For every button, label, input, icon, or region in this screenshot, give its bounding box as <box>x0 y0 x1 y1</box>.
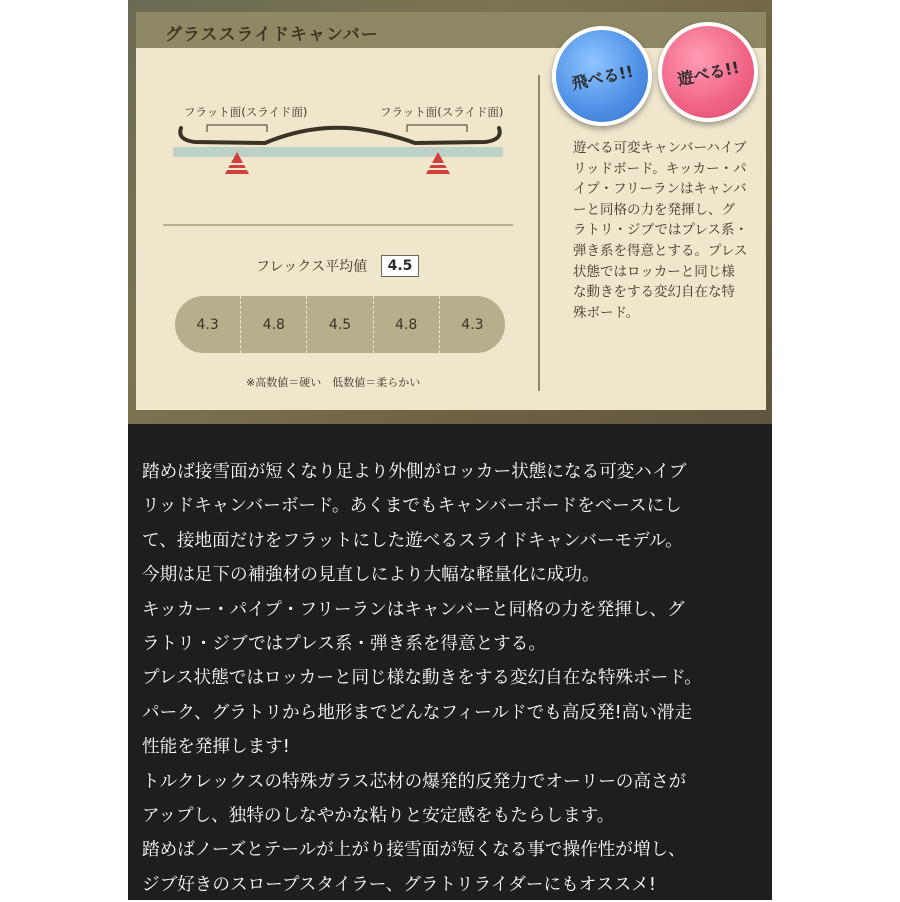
flat-bracket-right <box>407 125 467 132</box>
horizontal-divider <box>163 224 513 226</box>
flat-surface-label-right: フラット面(スライド面) <box>380 105 504 119</box>
body-line: プレス状態ではロッカーと同じ様な動きをする変幻自在な特殊ボード。 <box>142 668 702 689</box>
panel-title: グラススライドキャンバー <box>165 25 379 45</box>
body-line: パーク、グラトリから地形までどんなフィールドでも高反発!高い滑走 <box>142 702 692 723</box>
flex-segment: 4.8 <box>241 296 307 353</box>
flex-note: ※高数値＝硬い 低数値＝柔らかい <box>246 376 421 389</box>
badge-fly-label: 飛べる!! <box>569 61 635 93</box>
badge-fly <box>552 26 652 126</box>
product-description <box>142 455 767 902</box>
flex-segment: 4.3 <box>461 316 484 333</box>
badge-play-label: 遊べる!! <box>675 57 741 89</box>
badge-play <box>658 22 758 122</box>
flex-board-diagram <box>175 296 505 353</box>
flex-segment: 4.3 <box>175 296 241 353</box>
flex-segment: 4.8 <box>374 296 440 353</box>
body-line: キッカー・パイプ・フリーランはキャンバーと同格の力を発揮し、グ <box>142 599 685 620</box>
board-description: 遊べる可変キャンバーハイブリッドボード。キッカー・パイプ・フリーランはキャンバーと同格の力を発揮し、グラトリ・ジブではプレス系・弾き系を得意とする。プレス状態ではロッカーと同じ様な動きをする変幻自在な特殊ボード。 <box>573 140 748 321</box>
flat-bracket-left <box>207 125 267 132</box>
body-line: 踏めば接雪面が短くなり足より外側がロッカー状態になる可変ハイブ <box>142 462 687 482</box>
flex-average-value: 4.5 <box>381 255 419 277</box>
flat-surface-label-left: フラット面(スライド面) <box>184 105 308 119</box>
flex-average-label: フレックス平均値 <box>256 259 368 275</box>
board-profile-line <box>180 128 499 143</box>
body-line: 性能を発揮します! <box>142 737 290 758</box>
body-line: 今期は足下の補強材の見直しにより大幅な軽量化に成功。 <box>142 565 600 586</box>
board-profile-diagram <box>165 110 510 180</box>
flex-segment: 4.5 <box>307 296 373 353</box>
body-line: て、接地面だけをフラットにした遊べるスライドキャンバーモデル。 <box>142 530 683 551</box>
body-line: ジブ好きのスロープスタイラー、グラトリライダーにもオススメ! <box>142 874 656 895</box>
vertical-divider <box>538 75 540 391</box>
body-line: リッドキャンバーボード。あくまでもキャンバーボードをベースにし <box>142 496 682 517</box>
snow-surface <box>173 147 503 157</box>
body-line: 踏めばノーズとテールが上がり接雪面が短くなる事で操作性が増し、 <box>142 840 686 861</box>
body-line: ラトリ・ジブではプレス系・弾き系を得意とする。 <box>142 634 546 655</box>
body-line: トルクレックスの特殊ガラス芯材の爆発的反発力でオーリーの高さが <box>142 771 687 792</box>
body-line: アップし、独特のしなやかな粘りと安定感をもたらします。 <box>142 806 615 827</box>
